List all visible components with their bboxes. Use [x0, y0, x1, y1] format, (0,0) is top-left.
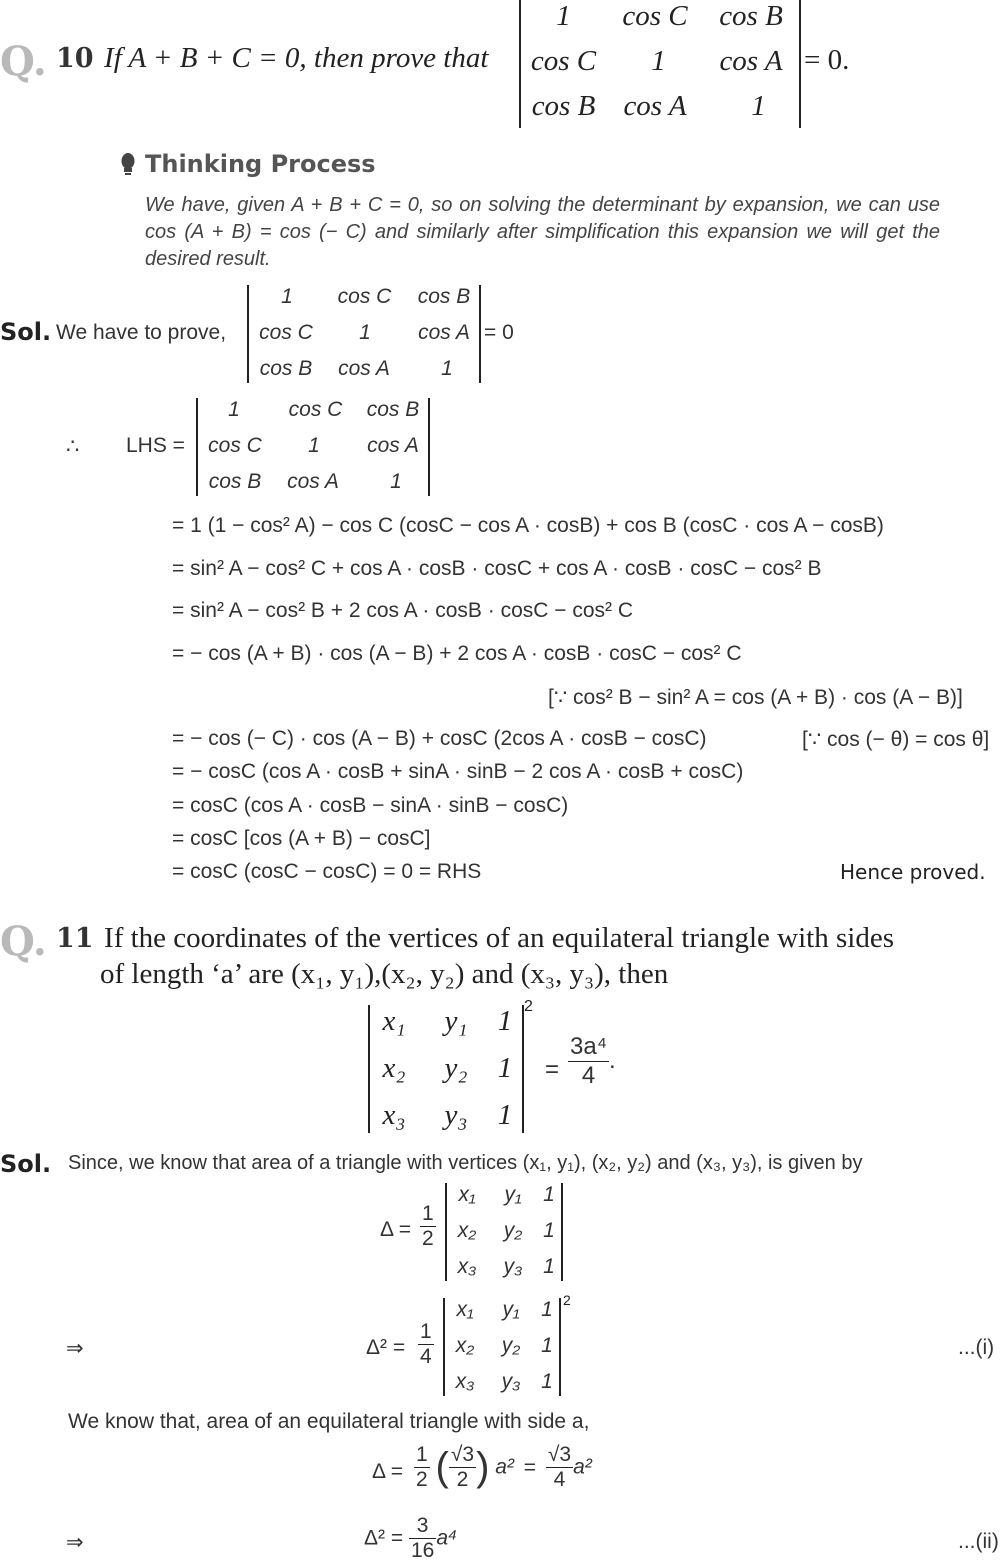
det-cell: y₁ — [502, 1298, 520, 1321]
det-cell: cos C — [288, 398, 343, 421]
step-line: = sin² A − cos² B + 2 cos A · cosB · cosC − cos² C — [172, 599, 634, 622]
det-cell: cos A — [338, 357, 390, 380]
det-cell: 1 — [556, 0, 571, 32]
det-cell: 1 — [441, 357, 453, 380]
rhs-period: . — [609, 1046, 616, 1074]
fraction-numerator: 1 — [422, 1202, 434, 1225]
solution-equals-zero: = 0 — [484, 321, 514, 344]
question-line: If the coordinates of the vertices of an equilateral triangle with sides — [104, 922, 894, 954]
det-cell: cos C — [337, 285, 392, 308]
det-cell: x₁ — [382, 1005, 406, 1037]
step-line: = cosC [cos (A + B) − cosC] — [172, 827, 431, 850]
det-cell: cos A — [623, 90, 687, 122]
question-mark-q11: Q. — [0, 918, 47, 965]
fraction-denominator: 2 — [422, 1227, 434, 1250]
det-cell: x₂ — [455, 1334, 475, 1357]
solution-label: Sol. — [0, 318, 52, 346]
delta-squared-lhs: Δ² = — [364, 1526, 404, 1550]
solution-intro: Since, we know that area of a triangle with vertices (x₁, y₁), (x₂, y₂) and (x₃, y₃), is given by — [68, 1152, 863, 1174]
det-cell: y₃ — [444, 1099, 468, 1131]
hence-proved: Hence proved. — [840, 860, 986, 884]
fraction-numerator: √3 — [547, 1443, 572, 1466]
question-10 — [56, 42, 488, 75]
delta-squared-value — [364, 1514, 457, 1563]
det-cell: x₂ — [382, 1052, 406, 1084]
half-fraction — [420, 1202, 436, 1251]
det-cell: y₂ — [501, 1334, 521, 1357]
det-cell: y₁ — [504, 1183, 522, 1206]
det-cell: cos B — [719, 0, 783, 32]
det-cell: y₂ — [503, 1219, 523, 1242]
det-cell: cos C — [208, 434, 262, 457]
question-mark-q10: Q. — [0, 38, 47, 85]
area-rhs: $\frac{1}{2}$ ( $\frac{√3}{2}$ ) a² = $\frac{√3}{4}$ a² — [416, 1443, 592, 1491]
det-cell: x₃ — [457, 1255, 477, 1278]
area-determinant — [445, 1183, 563, 1281]
det-cell: 1 — [390, 470, 402, 493]
det-cell: cos B — [417, 285, 471, 308]
det-cell: 1 — [543, 1255, 555, 1278]
det-cell: cos A — [367, 434, 419, 457]
det-cell: 1 — [651, 45, 666, 77]
squared-determinant — [443, 1298, 561, 1396]
question-text: If A + B + C = 0, then prove that — [104, 42, 489, 74]
det-cell: 1 — [543, 1219, 555, 1242]
fraction-denominator: 16 — [410, 1539, 435, 1562]
rhs-numerator: 3a⁴ — [570, 1033, 608, 1060]
area-formula-lhs: Δ = — [380, 1218, 411, 1241]
det-cell: cos C — [259, 321, 313, 344]
question-equals-zero: = 0. — [804, 44, 850, 76]
determinant-power: 2 — [563, 1292, 571, 1308]
step-line: = − cos (− C) · cos (A − B) + cosC (2cos A · cosB − cosC) — [172, 727, 707, 750]
det-cell: y₂ — [444, 1052, 468, 1084]
step-line: = − cos (A + B) · cos (A − B) + 2 cos A · cosB · cosC − cos² C — [172, 642, 742, 665]
therefore-symbol: ∴ — [66, 435, 80, 458]
determinant-power: 2 — [524, 998, 533, 1015]
a-fourth: a⁴ — [436, 1526, 458, 1550]
det-cell: 1 — [228, 398, 240, 421]
implies-symbol: ⇒ — [66, 1531, 84, 1554]
det-cell: 1 — [541, 1334, 553, 1357]
question-line: of length ‘a’ are (x₁, y₁),(x₂, y₂) and (x₃, y₃), then — [100, 958, 669, 990]
thinking-process-title: Thinking Process — [145, 150, 376, 178]
det-cell: 1 — [308, 434, 320, 457]
solution-intro: We have to prove, — [56, 321, 227, 344]
lhs-label: LHS = — [126, 434, 185, 457]
fraction-numerator: 1 — [420, 1320, 432, 1343]
det-cell: cos B — [259, 357, 313, 380]
det-cell: y₁ — [444, 1005, 468, 1037]
det-cell: cos B — [366, 398, 420, 421]
fraction-numerator: 1 — [416, 1443, 428, 1466]
step-line: = cosC (cos A · cosB − sinA · sinB − cosC) — [172, 794, 569, 817]
equilateral-area-text: We know that, area of an equilateral triangle with side a, — [68, 1410, 590, 1433]
question-number: 11 — [56, 923, 94, 954]
fraction-numerator: 3 — [409, 1514, 436, 1539]
lhs-determinant — [196, 398, 430, 496]
det-cell: 1 — [281, 285, 293, 308]
equation-tag: ...(i) — [958, 1336, 995, 1359]
fraction-denominator: 2 — [456, 1468, 469, 1491]
det-cell: 1 — [751, 90, 766, 122]
det-cell: cos A — [287, 470, 339, 493]
det-cell: cos C — [530, 45, 597, 77]
det-cell: cos A — [719, 45, 783, 77]
det-cell: y₃ — [501, 1370, 521, 1393]
fraction-denominator: 4 — [420, 1345, 432, 1368]
det-cell: 1 — [541, 1298, 553, 1321]
delta-squared-lhs: Δ² = — [366, 1336, 406, 1359]
a-squared: a² — [573, 1455, 592, 1479]
solution-label: Sol. — [0, 1150, 52, 1178]
step-line: = sin² A − cos² C + cos A · cosB · cosC + cos A · cosB · cosC − cos² B — [172, 557, 822, 580]
a-squared: a² — [495, 1455, 514, 1479]
area-lhs: Δ = — [372, 1460, 403, 1483]
question-number: 10 — [56, 43, 94, 74]
det-cell: x₂ — [457, 1219, 477, 1242]
det-cell: 1 — [497, 1052, 513, 1084]
question-determinant — [368, 1005, 524, 1133]
equals-sign: = — [545, 1056, 560, 1083]
det-cell: 1 — [497, 1099, 513, 1131]
det-cell: 1 — [541, 1370, 553, 1393]
det-cell: cos B — [531, 90, 596, 122]
solution-determinant — [247, 285, 481, 383]
question-determinant — [519, 0, 801, 128]
fraction-denominator: 2 — [416, 1468, 428, 1491]
det-cell: x₁ — [456, 1298, 474, 1321]
det-cell: cos C — [622, 0, 688, 32]
det-cell: x₁ — [458, 1183, 476, 1206]
det-cell: 1 — [543, 1183, 555, 1206]
question-11 — [56, 922, 894, 955]
step-line: = − cosC (cos A · cosB + sinA · sinB − 2 cos A · cosB + cosC) — [172, 760, 744, 783]
step-line: = 1 (1 − cos² A) − cos C (cosC − cos A · cosB) + cos B (cosC · cos A − cosB) — [172, 514, 884, 537]
thinking-process-body: We have, given A + B + C = 0, so on solving the determinant by expansion, we can use cos (A + B) = cos (− C) and similarly after simplification this expansion we will get the desired result. — [145, 194, 940, 270]
fraction-numerator: √3 — [450, 1443, 475, 1466]
fraction-denominator: 4 — [553, 1468, 566, 1491]
implies-symbol: ⇒ — [66, 1337, 84, 1360]
det-cell: 1 — [359, 321, 371, 344]
det-cell: x₃ — [382, 1099, 406, 1131]
question-rhs — [568, 1033, 616, 1090]
det-cell: cos B — [208, 470, 262, 493]
det-cell: 1 — [497, 1005, 513, 1037]
det-cell: y₃ — [503, 1255, 523, 1278]
step-note: [∵ cos (− θ) = cos θ] — [802, 728, 990, 751]
det-cell: x₃ — [455, 1370, 475, 1393]
quarter-fraction — [418, 1320, 434, 1369]
rhs-denominator: 4 — [581, 1062, 596, 1089]
equation-tag: ...(ii) — [958, 1530, 999, 1553]
equals-sign: = — [523, 1455, 537, 1479]
bulb-icon — [120, 152, 136, 183]
det-cell: cos A — [418, 321, 470, 344]
step-line: = cosC (cosC − cosC) = 0 = RHS — [172, 860, 482, 883]
step-note: [∵ cos² B − sin² A = cos (A + B) · cos (A − B)] — [548, 686, 963, 709]
